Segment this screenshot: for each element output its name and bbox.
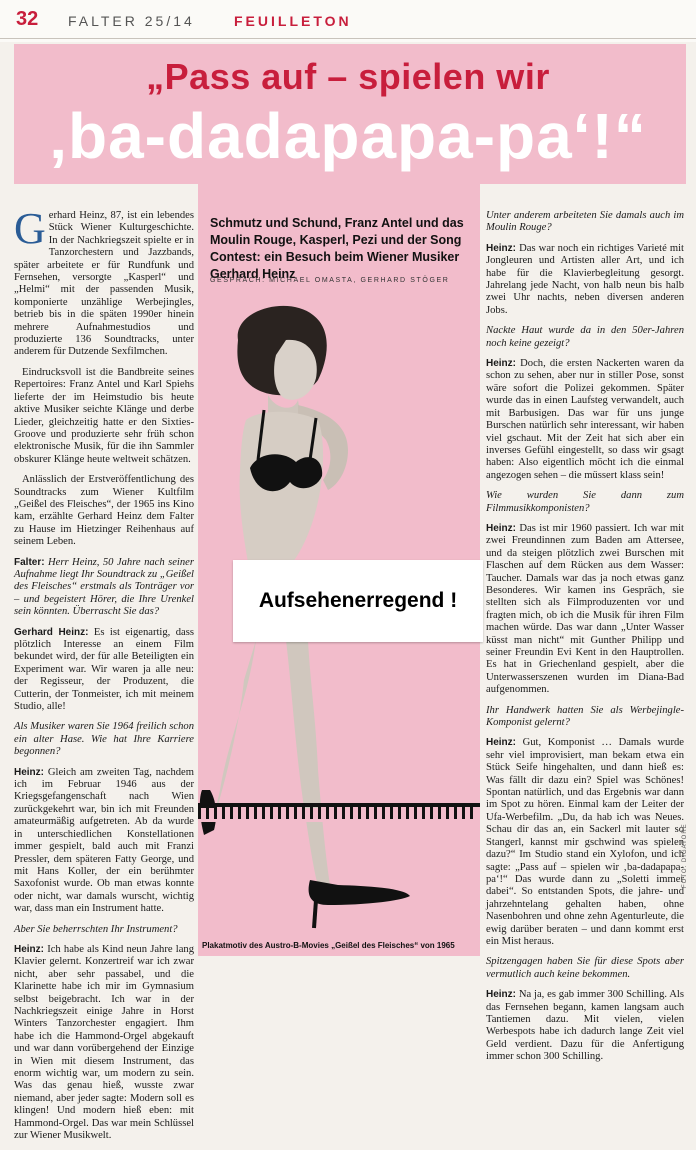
answer: Heinz: Na ja, es gab immer 300 Schilling. Als das Fernsehen begann, kamen langsam auch Tantiemen dazu. Mit vielen, vielen Werbespots habe ich dadurch lange Zeit viel Geld verdient. Dazu für die Anfertigung immer schon 300 Schilling. (486, 989, 685, 1063)
section-name: FEUILLETON (234, 13, 352, 29)
question: Aber Sie beherrschten Ihr Instrument? (14, 923, 178, 935)
floor-bars (198, 803, 480, 819)
question: Falter: Herr Heinz, 50 Jahre nach seiner Aufnahme liegt Ihr Soundtrack zu „Geißel des Fleisches“ erstmals als Tonträger vor – und begeistert Hörer, die Ihre Urenkel sein könnten. Überrascht Sie das? (14, 556, 194, 618)
article-credits: GESPRÄCH: MICHAEL OMASTA, GERHARD STÖGER (210, 277, 450, 284)
answer: Heinz: Gut, Komponist … Damals wurde sehr viel improvisiert, man bekam etwa ein Stück Seife hingehalten, und dann hieß es: Was fällt dir dazu ein? Spiel was Schönes! Spontan natürlich, und das Ergebnis war dann im Spot zu hören. Einmal kam der Leiter der Ufa-Werbefilm. „Du, da hab ich was Neues. Schau dir das an, ein Sackerl mit lauter so Stangerl, kannst mir gschwind was spielen dazu?“ Im Studio stand ein Xylofon, und ich sagte: „Pass auf – spielen wir ‚ba-dadapapa-pa‘!“ Das wurde dann zu „Soletti immer dabei“. So entstanden Spots, die jahre- und jahrzehntelang gehalten haben, ohne Nasenbohren und ohne zehn Agenturleute, die ewig darüber beraten – und dann kommt erst ein Mist heraus. (486, 737, 684, 947)
article-deck: Schmutz und Schund, Franz Antel und das Moulin Rouge, Kasperl, Pezi und der Song Contest: ein Besuch beim Wiener Musiker Gerhard Heinz (210, 216, 464, 281)
header-rule (0, 38, 696, 39)
magazine-issue: FALTER 25/14 (68, 13, 195, 29)
photo-caption: Plakatmotiv des Austro-B-Movies „Geißel des Fleisches“ von 1965 (202, 941, 455, 950)
sticker-label (233, 560, 483, 642)
question: Als Musiker waren Sie 1964 freilich schon ein alter Hase. Wie hat Ihre Karriere begonnen? (14, 721, 194, 758)
body-paragraph: Eindrucksvoll ist die Bandbreite seines Repertoires: Franz Antel und Karl Spiehs lieferte der im Heimstudio bis heute aktive Musiker seichte Klänge und derbe Lieder, gleichzeitig hatte er den Sixties-Groove und produzierte sehr früh schon elektronische Musik, für die ihn Sammler obskurer Klänge heute weltweit schätzen. (14, 366, 194, 465)
question: Spitzengagen haben Sie für diese Spots aber vermutlich auch keine bekommen. (486, 956, 684, 980)
headline-line-1: „Pass auf – spielen wir (146, 56, 550, 97)
left-leg (204, 640, 256, 816)
headline-line-2: ‚ba-dadapapa-pa‘!“ (49, 100, 647, 172)
answer: Heinz: Das war noch ein richtiges Varieté mit Jongleuren und Artisten aller Art, und ich habe für die Klavierbegleitung gesorgt. Jahrelang jede Nacht, von halb neun bis halb zwei Uhr nachts, neben diversen anderen Jobs. (486, 242, 684, 316)
intro-paragraph: Gerhard Heinz, 87, ist ein lebendes Stück Wiener Kulturgeschichte. In der Nachkriegszeit spielte er in Tanzorchestern und Jazzbands, später arbeitete er für Rundfunk und Fernsehen, versorgte „Kasperl“ und „Helmi“ mit der passenden Musik, komponierte unzählige Werbejingles, betrieb bis in die späten 1990er hinein mehrere Aufnahmestudios und produzierte 136 Soundtracks, unter anderem für Dutzende Sexfilmchen. (14, 204, 194, 358)
body-paragraph: Anlässlich der Erstveröffentlichung des Soundtracks zum Wiener Kultfilm „Geißel des Fleisches“, der 1965 ins Kino kam, erzählte Gerhard Heinz dem Falter zu Hause im Hietzinger Reihenhaus auf seinem Leben. (14, 474, 194, 548)
answer: Heinz: Ich habe als Kind neun Jahre lang Klavier gelernt. Konzertreif war ich zwar nicht, aber sehr passabel, und die Klarinette habe ich mir im Gymnasium selbst beigebracht. Ich war in der Nachkriegszeit einige Jahre in Horst Winters Tanzorchester engagiert. Ihm habe ich die Hammond-Orgel abgekauft und war dann vorübergehend der Einzige in Wien mit diesem Instrument, das enorm wichtig war, um modern zu sein. Was das genau hieß, wusste zwar niemand, aber jeder sagte: Modern soll es klingen! Und modern hieß eben: mit Hammond-Orgel. Das war mein Schlüssel zur Wiener Musikwelt. (14, 943, 194, 1142)
left-column (14, 204, 194, 1150)
page-number: 32 (16, 8, 39, 30)
question: Nackte Haut wurde da in den 50er-Jahren noch keine gezeigt? (486, 325, 684, 349)
answer: Heinz: Doch, die ersten Nackerten waren da schon zu sehen, aber nur in stiller Pose, sonst wäre sofort die Polizei gekommen. Später wurde das in einen Laufsteg verwandelt, auch mit Barbusigen. Das war für uns junge Burschen natürlich sehr interessant, wir haben viel gschaut. Mit der Zeit hat sich aber ein inverses Gefühl eingestellt, so dass wir gsagt haben: Also eigentlich möcht ich die einmal angezogen sehen – die müssert klass sein! (486, 358, 684, 481)
photo-credit: FOTO: DIGATORE (682, 823, 688, 888)
page-header (0, 0, 696, 42)
right-shoe (309, 880, 410, 905)
answer: Gerhard Heinz: Es ist eigenartig, dass plötzlich Interesse an einem Film bekundet wird, der für alle Beteiligten ein Experiment war. Wir waren ja alle neu: der Regisseur, der Produzent, die Cutterin, der Tonmeister, ich mit meinem Studio, alle! (14, 626, 194, 713)
right-heel (314, 900, 316, 928)
answer: Heinz: Das ist mir 1960 passiert. Ich war mit zwei Freundinnen zum Baden am Attersee, und da steigen plötzlich zwei Burschen mit Flaschen auf dem Rücken aus dem Wasser: Taucher. Damals war das ja noch etwas ganz Besonderes. Wir kamen ins Gespräch, sie stellten sich als Filmproduzenten vor und fragten mich, ob ich die Musik für ihren Film machen würde. Das war dann „Unter Wasser küsst man nicht“ mit Gunther Philipp und seiner Freundin Evi Kent in den Hauptrollen. Es hat in Griechenland gespielt, aber die Unterwasserszenen wurden im Diana-Bad aufgenommen. (486, 522, 684, 696)
question: Wie wurden Sie dann zum Filmmusikkomponisten? (486, 490, 684, 514)
right-column (486, 210, 684, 1072)
sticker-text: Aufsehenerregend ! (258, 589, 458, 612)
question: Ihr Handwerk hatten Sie als Werbejingle-Komponist gelernt? (486, 704, 684, 729)
drop-cap: G (14, 204, 46, 253)
right-leg (286, 640, 330, 885)
answer: Heinz: Gleich am zweiten Tag, nachdem ich im Februar 1946 aus der Kriegsgefangenschaft nach Wien zurückgekehrt war, bin ich mit Freunden amateurmäßig aufgetreten. Ab da wurde in unterschiedlichen Konstellationen immer gespielt, bald auch mit Franzi Pressler, dem späteren Fatty George, und mit Hans Koller, der ein berühmter Saxofonist wurde. Ob man etwas konnte oder nicht, war damals wurscht, wichtig war, dass man ein Instrument hatte. (14, 766, 194, 915)
question: Unter anderem arbeiteten Sie damals auch im Moulin Rouge? (486, 210, 684, 234)
